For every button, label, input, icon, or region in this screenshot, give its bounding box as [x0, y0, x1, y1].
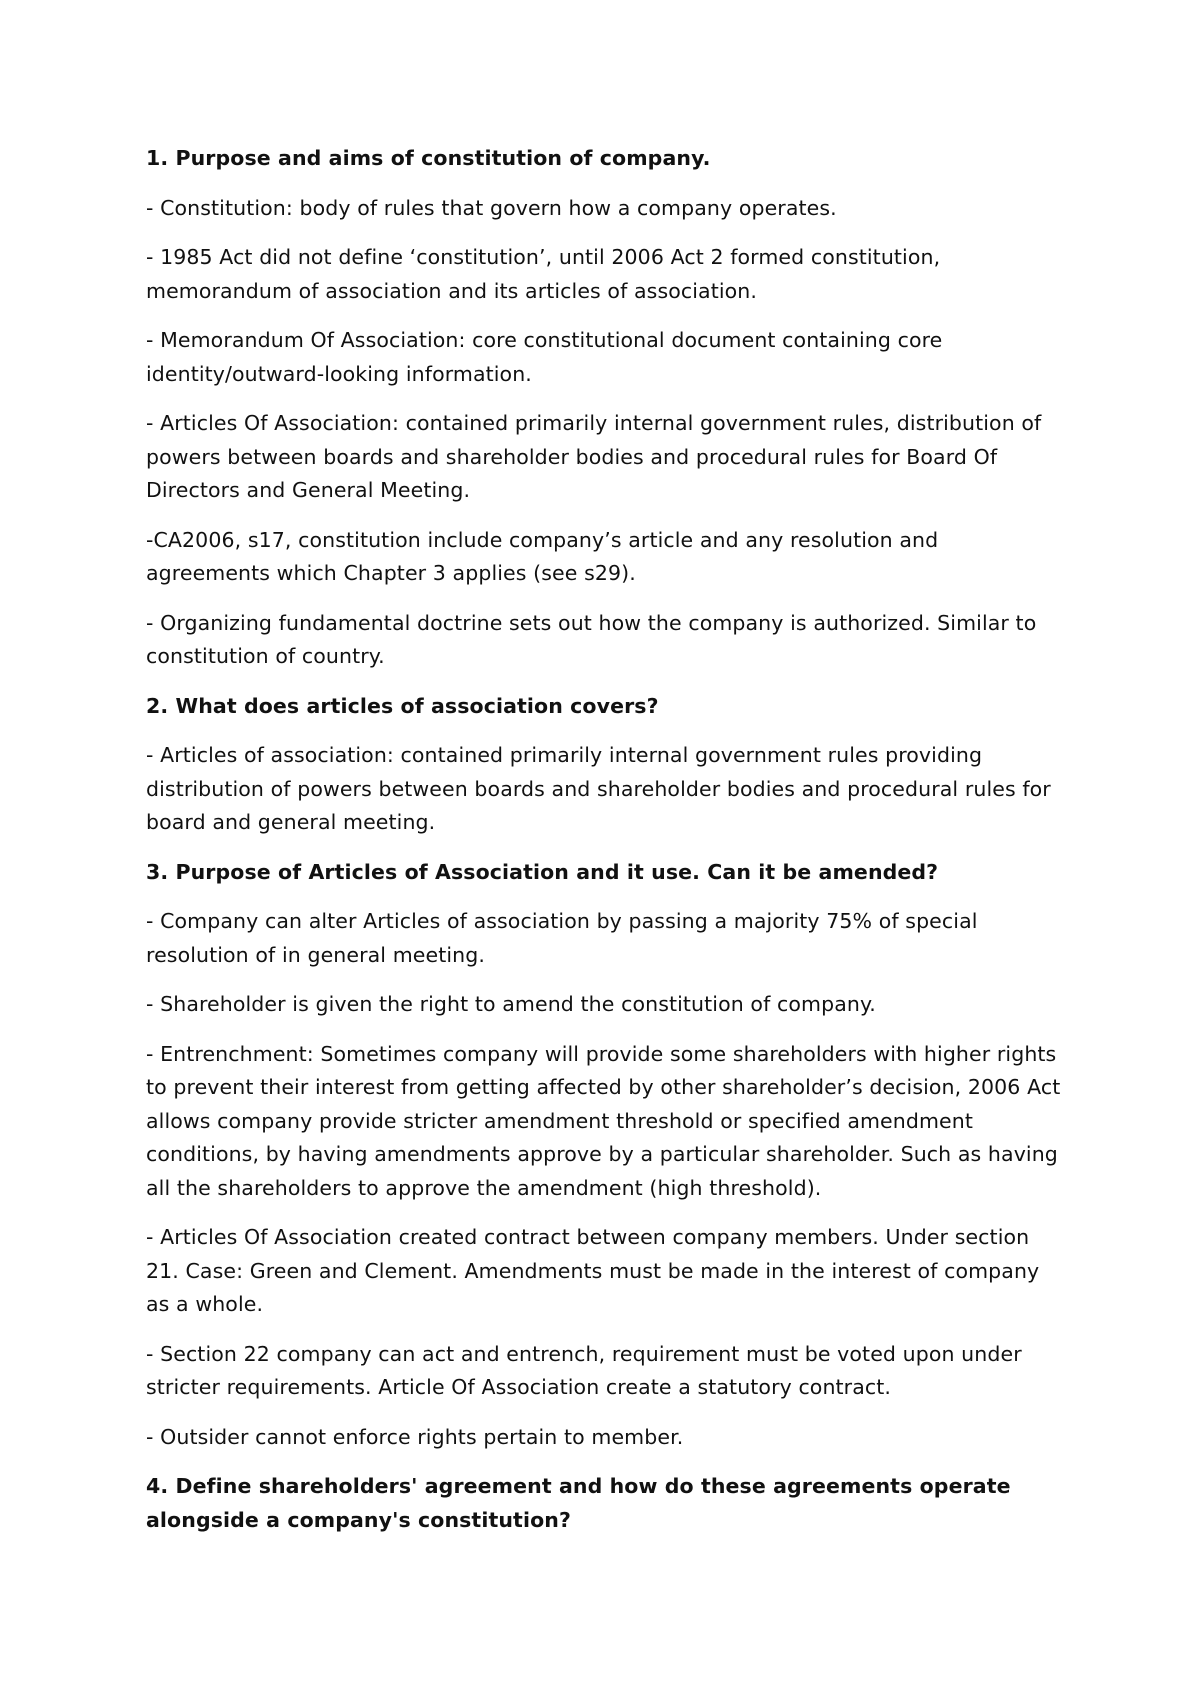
section-2-heading: 2. What does articles of association covers? — [146, 693, 659, 718]
section-1-paragraph-4: - Articles Of Association: contained primarily internal government rules, distribution of powers between boards and shareholder bodies and procedural rules for Board Of Directors and General Meeting. — [146, 411, 1042, 502]
section-3-paragraph-6: - Outsider cannot enforce rights pertain to member. — [146, 1424, 684, 1449]
section-3-paragraph-5: - Section 22 company can act and entrench, requirement must be voted upon under stricter requirements. Article Of Association create a statutory contract. — [146, 1341, 1022, 1399]
document-content — [146, 142, 1066, 1553]
section-3-paragraph-2: - Shareholder is given the right to amend the constitution of company. — [146, 992, 876, 1016]
section-3-paragraph-1: - Company can alter Articles of association by passing a majority 75% of special resolution of in general meeting. — [146, 909, 978, 967]
section-1-paragraph-6: - Organizing fundamental doctrine sets out how the company is authorized. Similar to constitution of country. — [146, 610, 1037, 668]
section-1-paragraph-2: - 1985 Act did not define ‘constitution’, until 2006 Act 2 formed constitution, memorandum of association and its articles of association. — [146, 245, 941, 303]
section-1-heading: 1. Purpose and aims of constitution of company. — [146, 146, 711, 170]
section-1-paragraph-5: -CA2006, s17, constitution include company’s article and any resolution and agreements which Chapter 3 applies (see s29). — [146, 527, 939, 585]
section-1-paragraph-1: - Constitution: body of rules that govern how a company operates. — [146, 195, 837, 220]
section-3-paragraph-4: - Articles Of Association created contract between company members. Under section 21. Case: Green and Clement. Amendments must be made in the interest of company as a whole. — [146, 1225, 1040, 1316]
section-3-heading: 3. Purpose of Articles of Association and it use. Can it be amended? — [146, 859, 939, 884]
section-1-paragraph-3: - Memorandum Of Association: core constitutional document containing core identity/outward-looking information. — [146, 328, 943, 386]
section-3-paragraph-3: - Entrenchment: Sometimes company will provide some shareholders with higher rights to prevent their interest from getting affected by other shareholder’s decision, 2006 Act allows company provide stricter amendment threshold or specified amendment conditions, by having amendments approve by a particular shareholder. Such as having all the shareholders to approve the amendment (high threshold). — [146, 1041, 1061, 1200]
section-2-paragraph-1: - Articles of association: contained primarily internal government rules providing distribution of powers between boards and shareholder bodies and procedural rules for board and general meeting. — [146, 743, 1051, 834]
section-4-heading: 4. Define shareholders' agreement and how do these agreements operate alongside a company's constitution? — [146, 1474, 1011, 1532]
